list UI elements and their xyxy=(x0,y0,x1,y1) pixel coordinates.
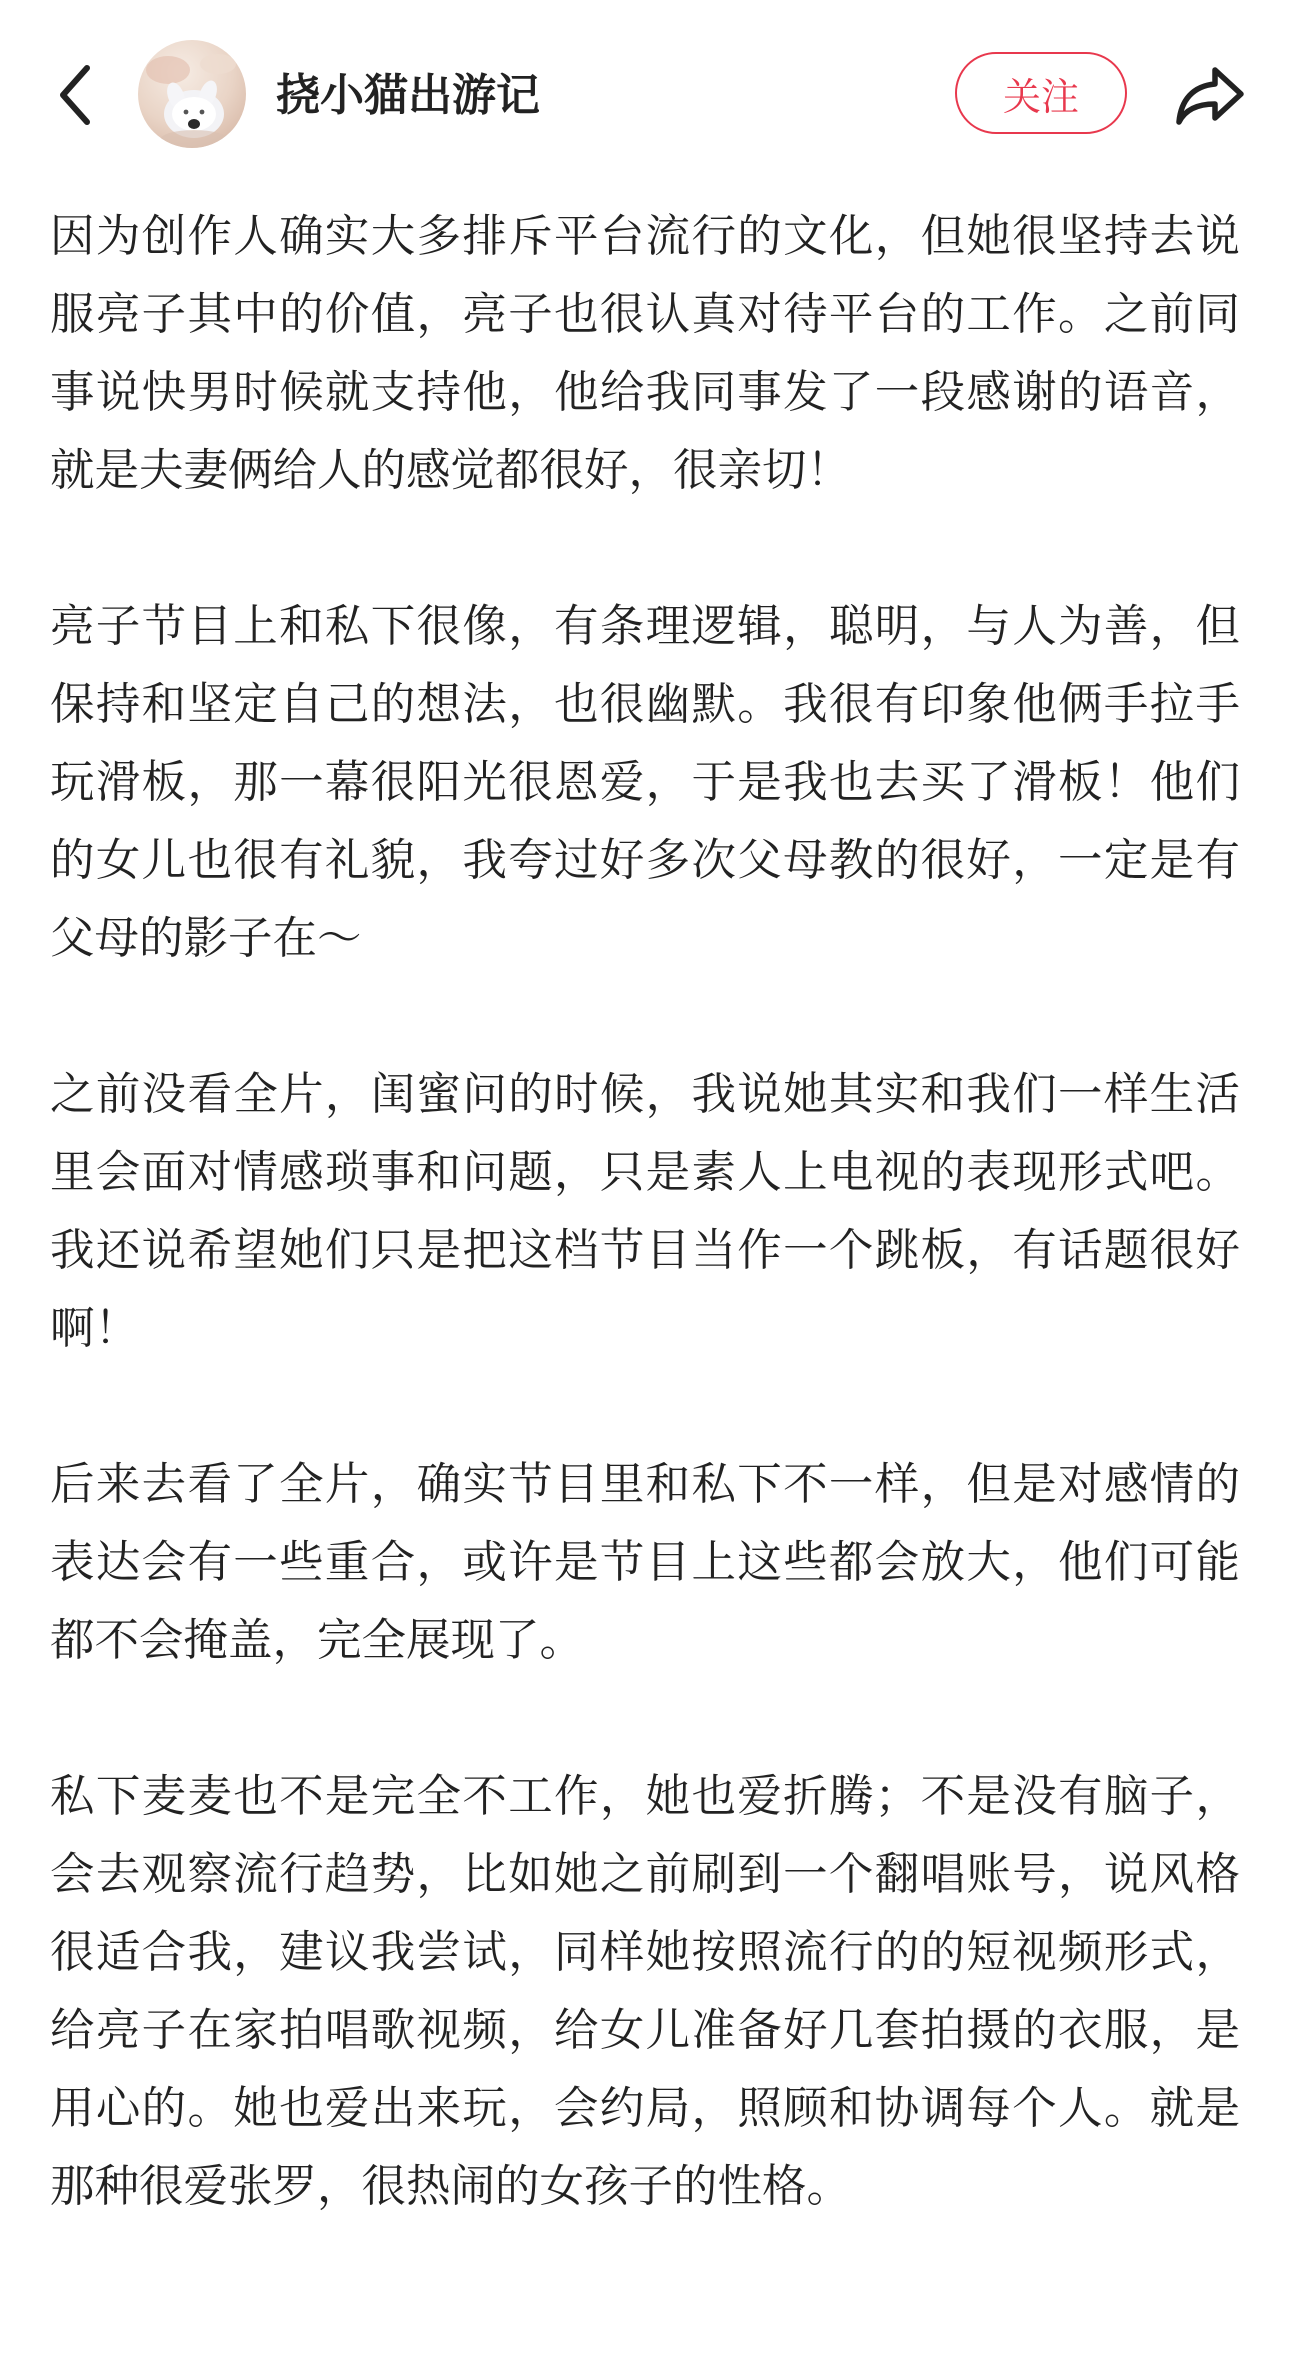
cat-plush-avatar-image xyxy=(138,40,246,148)
chevron-left-icon xyxy=(55,62,95,128)
back-button[interactable] xyxy=(40,50,110,140)
top-bar xyxy=(0,0,1290,190)
post-paragraph: 亮子节目上和私下很像，有条理逻辑，聪明，与人为善，但保持和坚定自己的想法，也很幽默。我很有印象他俩手拉手玩滑板，那一幕很阳光很恩爱，于是我也去买了滑板！他们的女儿也很有礼貌，我夸过好多次父母教的很好，一定是有父母的影子在～ xyxy=(50,601,1240,964)
follow-button[interactable]: 关注 xyxy=(955,52,1127,134)
post-body xyxy=(50,198,1240,2304)
share-arrow-icon xyxy=(1173,62,1247,128)
post-paragraph: 之前没看全片，闺蜜问的时候，我说她其实和我们一样生活里会面对情感琐事和问题，只是素人上电视的表现形式吧。我还说希望她们只是把这档节目当作一个跳板，有话题很好啊！ xyxy=(50,1069,1240,1354)
post-paragraph: 后来去看了全片，确实节目里和私下不一样，但是对感情的表达会有一些重合，或许是节目上这些都会放大，他们可能都不会掩盖，完全展现了。 xyxy=(50,1459,1240,1666)
author-name[interactable]: 挠小猫出游记 xyxy=(276,70,540,121)
post-paragraph: 因为创作人确实大多排斥平台流行的文化，但她很坚持去说服亮子其中的价值，亮子也很认真对待平台的工作。之前同事说快男时候就支持他，他给我同事发了一段感谢的语音，就是夫妻俩给人的感觉都很好，很亲切！ xyxy=(50,211,1240,496)
share-button[interactable] xyxy=(1165,50,1255,140)
avatar[interactable] xyxy=(138,40,246,148)
post-paragraph: 私下麦麦也不是完全不工作，她也爱折腾；不是没有脑子，会去观察流行趋势，比如她之前刷到一个翻唱账号，说风格很适合我，建议我尝试，同样她按照流行的的短视频形式，给亮子在家拍唱歌视频，给女儿准备好几套拍摄的衣服，是用心的。她也爱出来玩，会约局，照顾和协调每个人。就是那种很爱张罗，很热闹的女孩子的性格。 xyxy=(50,1771,1240,2212)
